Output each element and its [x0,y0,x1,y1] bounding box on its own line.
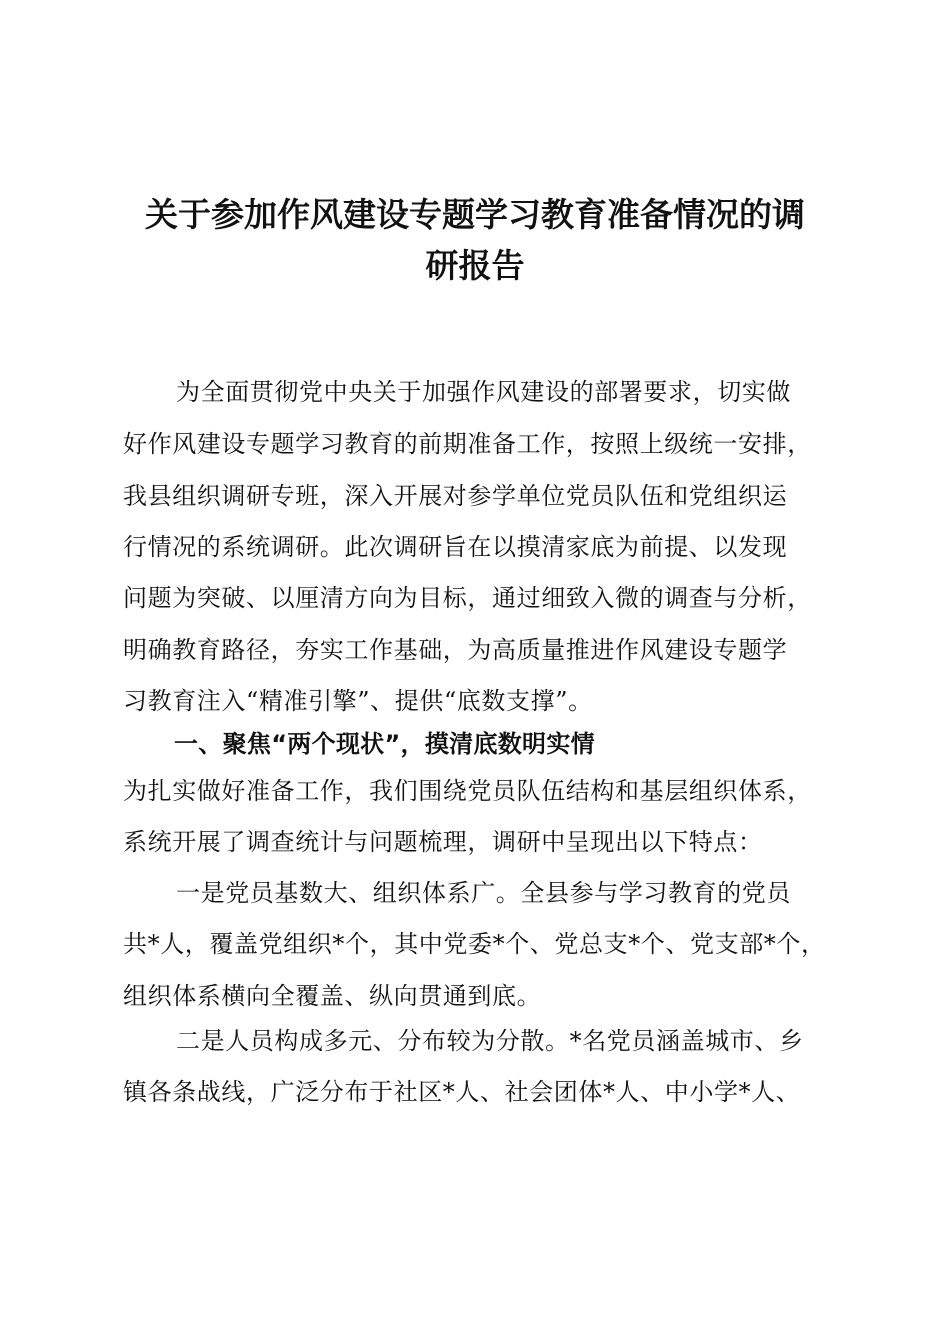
intro-line-3: 我县组织调研专班，深入开展对参学单位党员队伍和党组织运 [123,482,788,510]
point2-line-2: 镇各条战线，广泛分布于社区*人、社会团体*人、中小学*人、 [123,1078,801,1106]
point1-line-2: 共*人，覆盖党组织*个，其中党委*个、党总支*个、党支部*个， [123,930,826,958]
section-heading-1: 一、聚焦“两个现状”，摸清底数明实情 [174,730,595,758]
document-title-line-1: 关于参加作风建设专题学习教育准备情况的调 [145,195,805,234]
point2-line-1: 二是人员构成多元、分布较为分散。*名党员涵盖城市、乡 [176,1027,804,1055]
intro-line-7: 习教育注入“精准引擎”、提供“底数支撑”。 [123,687,593,715]
section1-line-2: 系统开展了调查统计与问题梳理，调研中呈现出以下特点： [123,828,763,856]
intro-line-6: 明确教育路径，夯实工作基础，为高质量推进作风建设专题学 [123,636,788,664]
intro-line-5: 问题为突破、以厘清方向为目标，通过细致入微的调查与分析， [123,584,812,612]
intro-line-1: 为全面贯彻党中央关于加强作风建设的部署要求，切实做 [176,378,791,406]
document-title-line-2: 研报告 [425,246,525,285]
intro-line-4: 行情况的系统调研。此次调研旨在以摸清家底为前提、以发现 [123,533,788,561]
point1-line-1: 一是党员基数大、组织体系广。全县参与学习教育的党员 [176,879,791,907]
intro-line-2: 好作风建设专题学习教育的前期准备工作，按照上级统一安排， [123,430,812,458]
section1-line-1: 为扎实做好准备工作，我们围绕党员队伍结构和基层组织体系， [123,777,812,805]
point1-line-3: 组织体系横向全覆盖、纵向贯通到底。 [123,982,542,1010]
